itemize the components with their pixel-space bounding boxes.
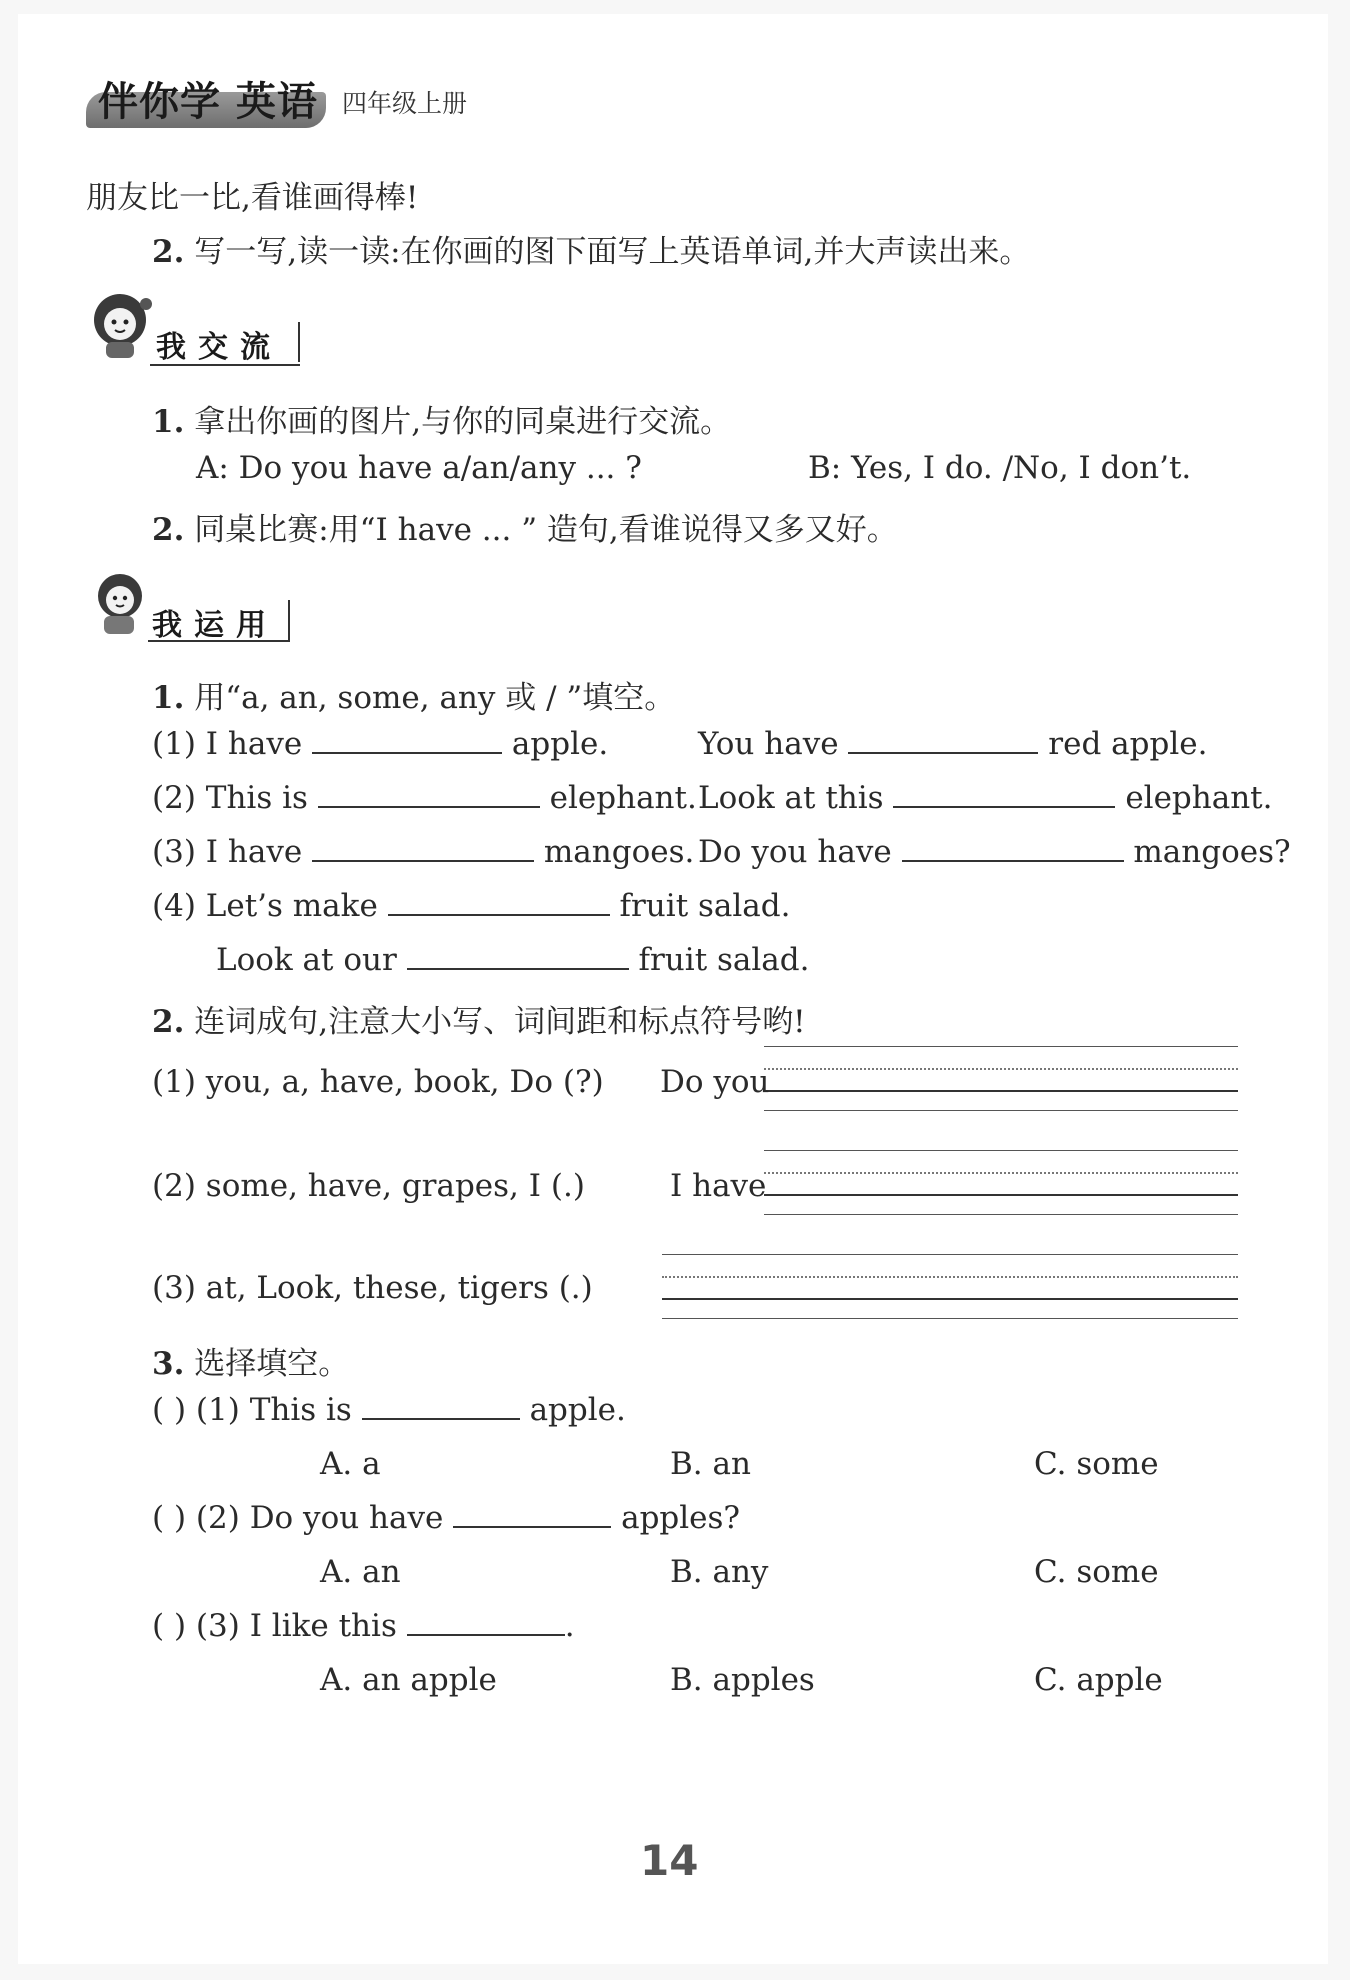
answer-blank[interactable]	[902, 860, 1124, 862]
choice-item-2	[152, 1500, 740, 1536]
question-text: 连词成句,注意大小写、词间距和标点符号哟!	[194, 1004, 806, 1040]
answer-blank[interactable]	[407, 1634, 565, 1636]
choice-item-1	[152, 1392, 626, 1428]
dialog-a: A: Do you have a/an/any ... ?	[196, 450, 642, 486]
answer-blank[interactable]	[893, 806, 1115, 808]
item-label: (3)	[152, 834, 196, 870]
section-underline	[148, 640, 290, 642]
option-a[interactable]: A. a	[320, 1446, 381, 1482]
item-label: (2)	[152, 1168, 196, 1204]
item-text: I have	[205, 726, 303, 762]
option-b[interactable]: B. apples	[670, 1662, 815, 1698]
question-number: 1.	[152, 404, 185, 440]
item-text: fruit salad.	[638, 942, 810, 978]
writing-line[interactable]	[764, 1150, 1238, 1151]
item-text: elephant.	[1125, 780, 1273, 816]
intro-line: 朋友比一比,看谁画得棒!	[86, 180, 419, 216]
writing-line[interactable]	[662, 1254, 1238, 1255]
item-label: (1)	[152, 1064, 196, 1100]
item-text: .	[564, 1608, 575, 1644]
answer-parentheses[interactable]: ( )	[152, 1392, 187, 1428]
item-text: This is	[205, 780, 308, 816]
question-text: 选择填空。	[194, 1346, 350, 1382]
item-text: I have	[205, 834, 303, 870]
girl-mascot-icon	[86, 290, 154, 362]
item-label: (2)	[195, 1500, 240, 1536]
answer-blank[interactable]	[362, 1418, 520, 1420]
section-divider	[288, 600, 290, 640]
item-text: Do you have	[249, 1500, 444, 1536]
fill-item-4-line2	[216, 942, 810, 978]
question-text: 拿出你画的图片,与你的同桌进行交流。	[194, 404, 732, 440]
answer-blank[interactable]	[312, 860, 534, 862]
section-title-exchange: 我交流	[156, 330, 282, 365]
reorder-item-1	[152, 1064, 604, 1100]
use-q1	[152, 672, 675, 717]
question-number: 1.	[152, 680, 185, 716]
writing-line[interactable]	[662, 1318, 1238, 1319]
page-number: 14	[640, 1836, 699, 1885]
reorder-item-2	[152, 1168, 585, 1204]
use-q2	[152, 996, 806, 1041]
writing-line[interactable]	[764, 1194, 1238, 1196]
item-text: mangoes.	[543, 834, 695, 870]
answer-blank[interactable]	[453, 1526, 611, 1528]
item-text: mangoes?	[1133, 834, 1291, 870]
writing-line[interactable]	[764, 1046, 1238, 1047]
option-c[interactable]: C. apple	[1034, 1662, 1163, 1698]
fill-item-2-right	[698, 780, 1273, 816]
exchange-q1	[152, 396, 731, 441]
answer-parentheses[interactable]: ( )	[152, 1608, 187, 1644]
girl-mascot-icon	[88, 568, 150, 640]
book-title: 伴你学 英语	[98, 79, 318, 125]
scrambled-words: you, a, have, book, Do (?)	[205, 1064, 604, 1100]
item-label: (3)	[195, 1608, 240, 1644]
item-label: (1)	[152, 726, 196, 762]
fill-item-2-left	[152, 780, 697, 816]
item-text: Let’s make	[205, 888, 378, 924]
fill-item-3-left	[152, 834, 694, 870]
item-text: Do you have	[698, 834, 892, 870]
scrambled-words: at, Look, these, tigers (.)	[205, 1270, 593, 1306]
question-number: 2.	[152, 1004, 185, 1040]
fill-item-4	[152, 888, 791, 924]
item-label: (1)	[195, 1392, 240, 1428]
answer-blank[interactable]	[848, 752, 1038, 754]
option-c[interactable]: C. some	[1034, 1554, 1159, 1590]
exchange-q2	[152, 504, 898, 549]
task-number: 2.	[152, 234, 185, 270]
answer-blank[interactable]	[318, 806, 540, 808]
section-title-use: 我运用	[152, 608, 278, 643]
item-text: fruit salad.	[619, 888, 791, 924]
option-b[interactable]: B. an	[670, 1446, 751, 1482]
item-text: apple.	[511, 726, 609, 762]
writing-line[interactable]	[764, 1090, 1238, 1092]
answer-parentheses[interactable]: ( )	[152, 1500, 187, 1536]
item-text: This is	[249, 1392, 352, 1428]
writing-line[interactable]	[764, 1110, 1238, 1111]
question-number: 2.	[152, 512, 185, 548]
item-text: red apple.	[1048, 726, 1208, 762]
reorder-item-3	[152, 1270, 593, 1306]
answer-blank[interactable]	[407, 968, 629, 970]
sentence-starter: I have	[670, 1168, 767, 1204]
writing-line[interactable]	[662, 1276, 1238, 1278]
writing-line[interactable]	[764, 1068, 1238, 1070]
option-a[interactable]: A. an apple	[320, 1662, 497, 1698]
item-text: You have	[698, 726, 839, 762]
item-label: (4)	[152, 888, 196, 924]
section-divider	[298, 322, 300, 362]
option-c[interactable]: C. some	[1034, 1446, 1159, 1482]
use-q3	[152, 1338, 349, 1383]
fill-item-1-left	[152, 726, 608, 762]
question-text: 用“a, an, some, any 或 / ”填空。	[194, 680, 676, 716]
item-text: elephant.	[549, 780, 697, 816]
item-label: (3)	[152, 1270, 196, 1306]
sentence-starter: Do you	[660, 1064, 770, 1100]
item-text: Look at this	[698, 780, 884, 816]
writing-line[interactable]	[662, 1298, 1238, 1300]
item-text: Look at our	[216, 942, 397, 978]
writing-line[interactable]	[764, 1172, 1238, 1174]
intro-task-2	[152, 226, 1030, 271]
answer-blank[interactable]	[388, 914, 610, 916]
book-subtitle: 四年级上册	[342, 89, 468, 118]
section-underline	[150, 364, 300, 366]
question-text: 同桌比赛:用“I have ... ” 造句,看谁说得又多又好。	[194, 512, 898, 548]
item-text: I like this	[249, 1608, 397, 1644]
fill-item-1-right	[698, 726, 1207, 762]
item-label: (2)	[152, 780, 196, 816]
question-number: 3.	[152, 1346, 185, 1382]
item-text: apple.	[529, 1392, 626, 1428]
scrambled-words: some, have, grapes, I (.)	[205, 1168, 585, 1204]
option-b[interactable]: B. any	[670, 1554, 769, 1590]
choice-item-3	[152, 1608, 575, 1644]
option-a[interactable]: A. an	[320, 1554, 401, 1590]
answer-blank[interactable]	[312, 752, 502, 754]
writing-line[interactable]	[764, 1214, 1238, 1215]
dialog-b: B: Yes, I do. /No, I don’t.	[808, 450, 1192, 486]
item-text: apples?	[621, 1500, 741, 1536]
task-text: 写一写,读一读:在你画的图下面写上英语单词,并大声读出来。	[194, 234, 1031, 270]
fill-item-3-right	[698, 834, 1291, 870]
